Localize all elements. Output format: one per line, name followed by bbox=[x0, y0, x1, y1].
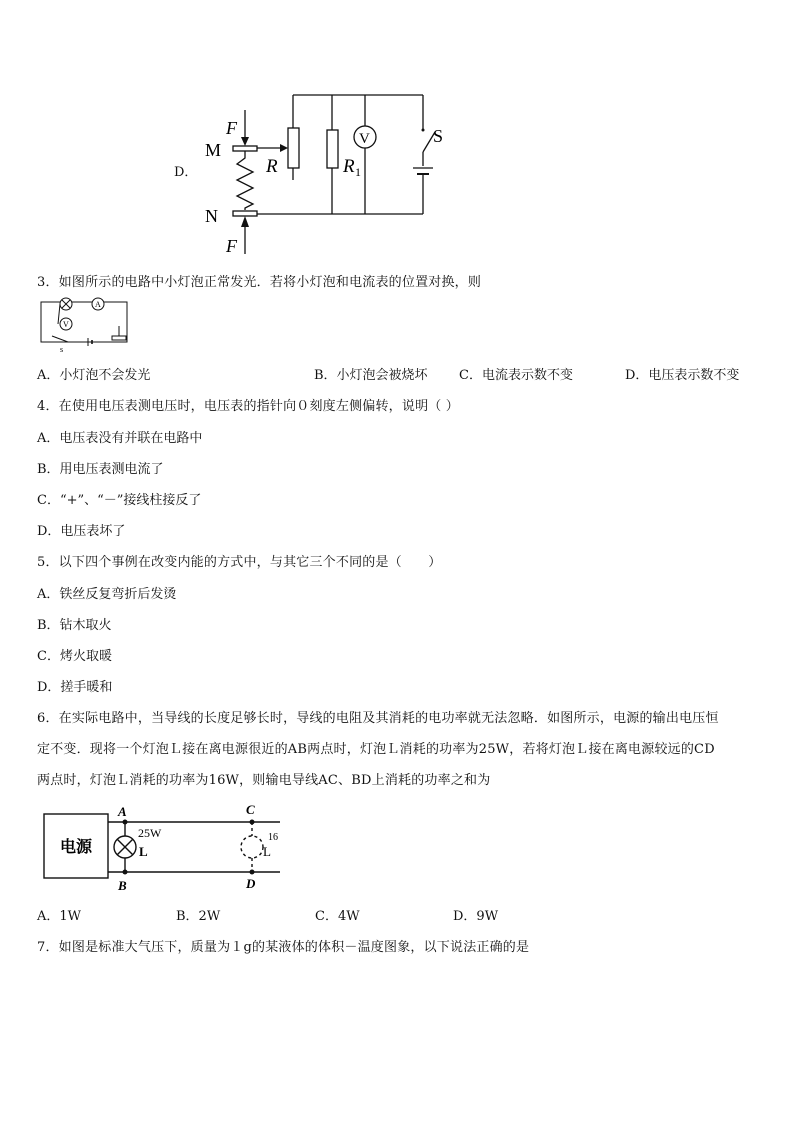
label-s: S bbox=[433, 126, 444, 146]
q4-option-a: A．电压表没有并联在电路中 bbox=[37, 431, 203, 446]
q3-stem: 3．如图所示的电路中小灯泡正常发光．若将小灯泡和电流表的位置对换，则 bbox=[37, 275, 482, 290]
q3-option-c: C．电流表示数不变 bbox=[459, 368, 573, 383]
label-m: M bbox=[205, 140, 222, 160]
q6-line-3: 两点时，灯泡Ｌ消耗的功率为16W，则输电导线AC、BD上消耗的功率之和为 bbox=[37, 773, 491, 788]
option-d-label: D． bbox=[174, 165, 198, 180]
label-r1: R bbox=[343, 156, 355, 177]
power-25w-label: 25W bbox=[138, 826, 162, 840]
q5-option-c: C．烤火取暖 bbox=[37, 649, 112, 664]
q5-stem: 5．以下四个事例在改变内能的方式中，与其它三个不同的是（ ） bbox=[37, 555, 442, 570]
q6-option-c: C．4W bbox=[315, 909, 360, 924]
circuit-figure-q3 bbox=[38, 296, 133, 354]
q3-option-b: B．小灯泡会被烧坏 bbox=[314, 368, 428, 383]
label-r1-sub: 1 bbox=[355, 165, 361, 179]
q3-voltmeter-label: V bbox=[63, 320, 69, 329]
lamp-l2-label: L bbox=[263, 844, 271, 859]
q3-switch-label: s bbox=[60, 345, 64, 354]
point-d-label: D bbox=[246, 876, 256, 891]
q5-option-d: D．搓手暖和 bbox=[37, 680, 113, 695]
circuit-figure-d bbox=[195, 90, 445, 260]
q6-option-d: D．9W bbox=[453, 909, 499, 924]
label-r: R bbox=[266, 156, 278, 177]
point-c-label: C bbox=[246, 802, 255, 817]
q7-stem: 7．如图是标准大气压下，质量为１g的某液体的体积－温度图象，以下说法正确的是 bbox=[37, 940, 530, 955]
q3-option-a: A．小灯泡不会发光 bbox=[37, 368, 151, 383]
q4-option-b: B．用电压表测电流了 bbox=[37, 462, 164, 477]
q6-option-a: A．1W bbox=[37, 909, 82, 924]
voltmeter-label: V bbox=[359, 131, 370, 147]
label-f-top: F bbox=[226, 118, 237, 138]
power-16-label: 16 bbox=[268, 832, 278, 843]
circuit-figure-q6 bbox=[40, 800, 300, 895]
lamp-l-label: L bbox=[139, 844, 148, 859]
q6-line-2: 定不变．现将一个灯泡Ｌ接在离电源很近的AB两点时，灯泡Ｌ消耗的功率为25W，若将灯泡Ｌ接在离电源较远的CD bbox=[37, 742, 715, 757]
q3-ammeter-label: A bbox=[95, 300, 101, 309]
q6-option-b: B．2W bbox=[176, 909, 221, 924]
q5-option-b: B．钻木取火 bbox=[37, 618, 112, 633]
point-a-label: A bbox=[118, 804, 127, 819]
label-n: N bbox=[205, 206, 218, 226]
q3-option-d: D．电压表示数不变 bbox=[625, 368, 740, 383]
power-source-label: 电源 bbox=[60, 837, 93, 856]
q4-option-d: D．电压表坏了 bbox=[37, 524, 126, 539]
q4-stem: 4．在使用电压表测电压时，电压表的指针向０刻度左侧偏转，说明（ ） bbox=[37, 399, 460, 414]
q4-option-c: C．“+”、“－”接线柱接反了 bbox=[37, 493, 202, 508]
q5-option-a: A．铁丝反复弯折后发烫 bbox=[37, 587, 177, 602]
point-b-label: B bbox=[118, 878, 127, 893]
q6-line-1: 6．在实际电路中，当导线的长度足够长时，导线的电阻及其消耗的电功率就无法忽略．如图所示，电源的输出电压恒 bbox=[37, 711, 719, 726]
label-f-bottom: F bbox=[226, 236, 237, 256]
